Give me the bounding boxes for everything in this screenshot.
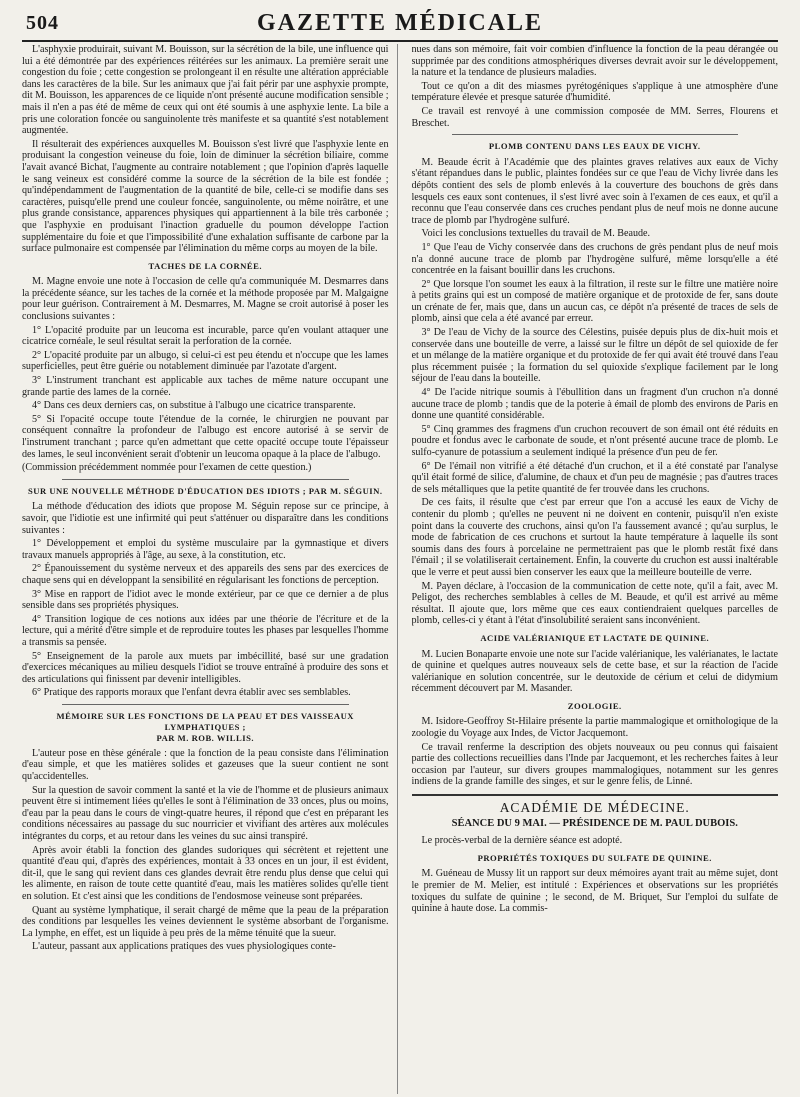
list-item: 2° Épanouissement du système nerveux et des appareils des sens par des exercices de chaque sens qui en développant la sensibilité en régularisant les fonctions de perception.	[22, 563, 389, 586]
divider	[452, 134, 739, 135]
section-title-line: MÉMOIRE SUR LES FONCTIONS DE LA PEAU ET DES VAISSEAUX LYMPHATIQUES ;	[56, 710, 354, 732]
list-item: 1° Développement et emploi du système musculaire par la gymnastique et divers travaux manuels appropriés à l'âge, au sexe, à la constitution, etc.	[22, 538, 389, 561]
list-item: 5° Cinq grammes des fragmens d'un cruchon recouvert de son émail ont été réduits en poudre et fondus avec le carbonate de soude, et n'ont présenté aucune trace de plomb. Le sulfo-cyanure de potassium a seulement indiqué la présence d'un peu de fer.	[411, 423, 778, 458]
commission-note: (Commission précédemment nommée pour l'examen de cette question.)	[22, 462, 312, 474]
list-item: 1° Que l'eau de Vichy conservée dans des cruchons de grès pendant plus de neuf mois n'a donné aucune trace de plomb par l'hydrogène sulfuré, même lorsqu'elle a été concentrée en la faisant bouillir dans les cruchons.	[411, 241, 778, 277]
list-item: 3° L'instrument tranchant est applicable aux taches de même nature occupant une grande partie des lames de la cornée.	[22, 375, 389, 398]
list-item: 2° L'opacité produite par un albugo, si celui-ci est peu étendu et n'occupe que les lames superficielles, peut être guérie ou notablement diminuée par l'azotate d'argent.	[22, 349, 389, 373]
list-item: 3° Mise en rapport de l'idiot avec le monde extérieur, par ce que ce dernier a de plus sensible dans ses propriétés physiques.	[22, 588, 389, 612]
seance-heading: SÉANCE DU 9 MAI. — PRÉSIDENCE DE M. PAUL DUBOIS.	[451, 817, 738, 829]
section-title-acide: ACIDE VALÉRIANIQUE ET LACTATE DE QUININE.	[480, 632, 710, 643]
list-item: 6° Pratique des rapports moraux que l'enfant devra établir avec ses semblables.	[32, 687, 351, 699]
paragraph: L'auteur, passant aux applications pratiques des vues physiologiques conte-	[32, 941, 336, 953]
paragraph: Ce travail est renvoyé à une commission composée de MM. Serres, Flourens et Breschet.	[411, 105, 778, 129]
list-item: 5° Enseignement de la parole aux muets par imbécillité, basé sur une gradation d'exercices mécaniques au milieu desquels l'idiot se trouve entraîné à produire des sons et des articulations qui finissent par devenir intelligibles.	[22, 650, 389, 685]
section-title-peau	[22, 711, 389, 744]
list-item: 5° Si l'opacité occupe toute l'étendue de la cornée, le chirurgien ne pouvant par conséquent connaître la profondeur de l'albugo est encore autorisé à se servir de l'instrument tranchant ; parce qu'en admettant que cette opacité occupe toute l'épaisseur des lames, le seul inconvénient serait d'obtenir un leucoma opaque à la place de l'albugo.	[22, 413, 389, 460]
paragraph: Sur la question de savoir comment la santé et la vie de l'homme et de plusieurs animaux peuvent être si intimement liées qu'elles le sont à l'élimination de 33 onces, plus ou moins, d'eau par la peau dans le cours de vingt-quatre heures, il répond que c'est en préparant les conditions nécessaires au passage du suc nourricier et vivifiant des artères aux molécules intégrantes du corps, et au retour dans les veines du suc ainsi transpiré.	[22, 784, 389, 843]
paragraph: De ces faits, il résulte que c'est par erreur que l'on a accusé les eaux de Vichy de contenir du plomb ; qu'elles ne peuvent ni ne doivent en contenir, puisqu'il n'en existe point dans la couverte des cruchons, ainsi qu'on l'a faussement avancé ; qu'au surplus, le mode de fabrication de ces cruchons et surtout la haute température à laquelle ils sont soumis dans des fours à porcelaine ne permettraient pas que le plomb restât fixé dans l'émail ; il se volatiliserait certainement. Enfin, la couverte du cruchon est aussi inaltérable que le verre et peut aussi bien conserver les eaux que la meilleure bouteille de verre.	[411, 497, 778, 578]
section-title-cornee: TACHES DE LA CORNÉE.	[148, 260, 262, 271]
paragraph: M. Payen déclare, à l'occasion de la communication de cette note, qu'il a fait, avec M. Peligot, des recherches semblables à celles de M. Beaude, et qu'il est arrivé au même résultat. Il ajoute que, lors même que ces eaux contiendraient quelques parcelles de plomb, celles-ci y étant à l'état d'insolubilité seraient sans inconvénient.	[411, 580, 778, 627]
paragraph: L'asphyxie produirait, suivant M. Bouisson, sur la sécrétion de la bile, une influence qui lui a été démontrée par des expériences réitérées sur les animaux. La première serait une congestion du foie ; cette congestion se prolongeant il en résulte une altération appréciable dans les caractères de la bile. Sur les animaux que j'ai fait périr par une asphyxie prompte, dit M. Bouisson, les apparences de ce liquide n'ont présenté aucune modification sensible ; mais il n'en a pas été de même de ceux qui ont été soumis à une asphyxie lente. La bile a pris une coloration foncée ou sanguinolente très manifeste et sa quantité s'est notablement augmentée.	[22, 44, 389, 137]
paragraph: M. Guéneau de Mussy lit un rapport sur deux mémoires ayant trait au même sujet, dont le premier de M. Melier, est intitulé : Expériences et observations sur les propriétés toxiques du sulfate de quinine ; le second, de M. Briquet, Sur l'emploi du sulfate de quinine à haute dose. La commis-	[411, 868, 778, 915]
section-title-idiots: SUR UNE NOUVELLE MÉTHODE D'ÉDUCATION DES IDIOTS ; PAR M. SÉGUIN.	[28, 485, 383, 496]
paragraph: L'auteur pose en thèse générale : que la fonction de la peau consiste dans l'élimination d'eau simple, et que les matières solides et gazeuses que la sueur contient ne sont qu'accidentelles.	[22, 747, 389, 783]
section-title-zoologie: ZOOLOGIE.	[567, 700, 622, 711]
paragraph: nues dans son mémoire, fait voir combien d'influence la fonction de la peau dérangée ou supprimée par des conditions atmosphériques diverses devrait avoir sur le développement, la nature et la tendance de plusieurs maladies.	[411, 44, 778, 79]
paragraph: La méthode d'éducation des idiots que propose M. Séguin repose sur ce principe, à savoir, que l'idiotie est une infirmité qui peut s'atténuer ou disparaître dans les conditions suivantes :	[22, 501, 389, 536]
divider	[62, 704, 349, 705]
paragraph: Tout ce qu'on a dit des miasmes pyrétogéniques s'applique à une atmosphère d'une température élevée et presque saturée d'humidité.	[411, 80, 778, 104]
paragraph: M. Isidore-Geoffroy St-Hilaire présente la partie mammalogique et ornithologique de la zoologie du Voyage aux Indes, de Victor Jacquemont.	[411, 716, 778, 740]
paragraph: Il résulterait des expériences auxquelles M. Bouisson s'est livré que l'asphyxie lente en produisant la congestion veineuse du foie, loin de diminuer la sécrétion biliaire, comme l'avait avancé Bichat, l'augmente au contraire notablement ; que l'opinion d'après laquelle le sang veineux est considéré comme la source de la sécrétion de la bile est fondée ; qu'indépendamment de l'augmentation de la quantité de bile, celle-ci se modifie dans ses caractères, puisqu'elle prend une couleur foncée, sanguinolente, ou même noirâtre, et une plus grande consistance, apparences physiques qui appartiennent à la bile très carbonée ; que l'asphyxie en produisant l'inaction graduelle du poumon développe l'action supplémentaire du foie et que l'impossibilité d'une exhalation suffisante de carbone par la surface pulmonaire est compensée par l'élimination du même corps au moyen de la bile.	[22, 138, 389, 255]
journal-title: GAZETTE MÉDICALE	[256, 10, 544, 36]
list-item: 2° Que lorsque l'on soumet les eaux à la filtration, il reste sur le filtre une matière noire à petits grains qui est un composé de matière organique et de protoxide de fer, sans doute un crénate de fer, mais que, dans un aucun cas, ce dépôt n'a présenté de traces de sels de plomb, ainsi que cela a été avancé par erreur.	[411, 278, 778, 325]
paragraph: M. Lucien Bonaparte envoie une note sur l'acide valérianique, les valérianates, le lactate de quinine et quelques autres nouveaux sels de cette base, et sur la réaction de l'acide valérianique en solution concentrée, sur le deutoxide de cérium et celui de didymium récemment découvert par M. Masander.	[411, 648, 778, 695]
text-columns	[22, 44, 778, 1094]
paragraph: Quant au système lymphatique, il serait chargé de même que la peau de la préparation des conditions par lesquelles les veines deviennent le système absorbant de l'organisme. La lymphe, en effet, est un liquide à peu près de la même ténuité que la sueur.	[22, 904, 389, 939]
right-column	[412, 44, 779, 1094]
list-item: 4° Transition logique de ces notions aux idées par une théorie de l'écriture et de la lecture, qui a mérité d'être simple et de reproduire toutes les phases par lesquelles l'homme a transmis sa pensée.	[22, 613, 389, 648]
left-column	[22, 44, 398, 1094]
section-title-plomb: PLOMB CONTENU DANS LES EAUX DE VICHY.	[488, 141, 701, 152]
divider	[62, 479, 349, 480]
list-item: 3° De l'eau de Vichy de la source des Célestins, puisée depuis plus de dix-huit mois et conservée dans une bouteille de verre, a laissé sur le filtre un dépôt de sel quioxide de fer et un mélange de la matière organique et du protoxide de fer qui avait été trouvé dans l'eau plus récemment puisée ; la formation du sel quioxide s'explique facilement par le long séjour de l'eau dans la bouteille.	[411, 327, 778, 385]
list-item: 4° De l'acide nitrique soumis à l'ébullition dans un fragment d'un cruchon n'a donné aucune trace de plomb ; tandis que de la poterie à émail de plomb des environs de Paris en donne une quantité considérable.	[411, 387, 778, 422]
page-number: 504	[26, 12, 59, 34]
masthead	[22, 10, 778, 42]
list-item: 4° Dans ces deux derniers cas, on substitue à l'albugo une cicatrice transparente.	[32, 400, 356, 412]
paragraph: Ce travail renferme la description des objets nouveaux ou peu connus qui faisaient partie des collections recueillies dans l'Inde par Jacquemont, et les recherches faites à leur occasion par l'auteur, sur divers groupes mammalogiques, notamment sur les genres indiens de la grande famille des singes, et sur le genre felis, de Linné.	[411, 741, 778, 788]
section-title-author: PAR M. ROB. WILLIS.	[156, 732, 255, 743]
section-title-quinine: PROPRIÉTÉS TOXIQUES DU SULFATE DE QUININE.	[477, 852, 712, 863]
paragraph: Le procès-verbal de la dernière séance est adopté.	[421, 835, 623, 847]
paragraph: Après avoir établi la fonction des glandes sudoriques qui sécrètent et rejettent une quantité d'eau qui, d'après des expériences, montait à 33 onces en un jour, il est évident, dit-il, que le sang qui revient dans ces glandes devrait être rendu plus dense que celui qui les alimente, en raison de toute cette quantité d'eau, mais les matières solides qu'elle tient en solution. Et c'est ainsi que les conditions de l'endosmose veineuse sont préparées.	[22, 844, 389, 902]
list-item: 6° De l'émail non vitrifié a été détaché d'un cruchon, et il a été constaté par l'analyse qu'il était formé de silice, d'alumine, de chaux et d'un peu de magnésie ; pas d'autres traces de sels métalliques que la petite quantité de fer trouvée dans les cruchons.	[411, 460, 778, 495]
list-item: 1° L'opacité produite par un leucoma est incurable, parce qu'en voulant attaquer une cicatrice cornéale, le seul résultat serait la perforation de la cornée.	[22, 324, 389, 348]
paragraph: M. Magne envoie une note à l'occasion de celle qu'a communiquée M. Desmarres dans la précédente séance, sur les taches de la cornée et la méthode proposée par M. Malgaigne pour leur guérison. Contrairement à M. Desmarres, M. Magne se croit autorisé à poser les conclusions suivantes :	[22, 276, 389, 323]
academy-heading: ACADÉMIE DE MÉDECINE.	[412, 794, 779, 814]
paragraph: Voici les conclusions textuelles du travail de M. Beaude.	[421, 228, 651, 240]
paragraph: M. Beaude écrit à l'Académie que des plaintes graves relatives aux eaux de Vichy s'étant répandues dans le public, plaintes fondées sur ce que l'eau de Vichy livrée dans les dépôts contient des sels de plomb enlevés à la couverture des bouchons de grès dans lesquels ces eaux sont contenues, il s'est livré avec soin à l'examen de ces eaux, et qu'il a reconnu que l'eau conservée dans ces cruches pendant plus de neuf mois ne donne aucune trace de plomb par l'hydrogène sulfuré.	[411, 156, 778, 226]
